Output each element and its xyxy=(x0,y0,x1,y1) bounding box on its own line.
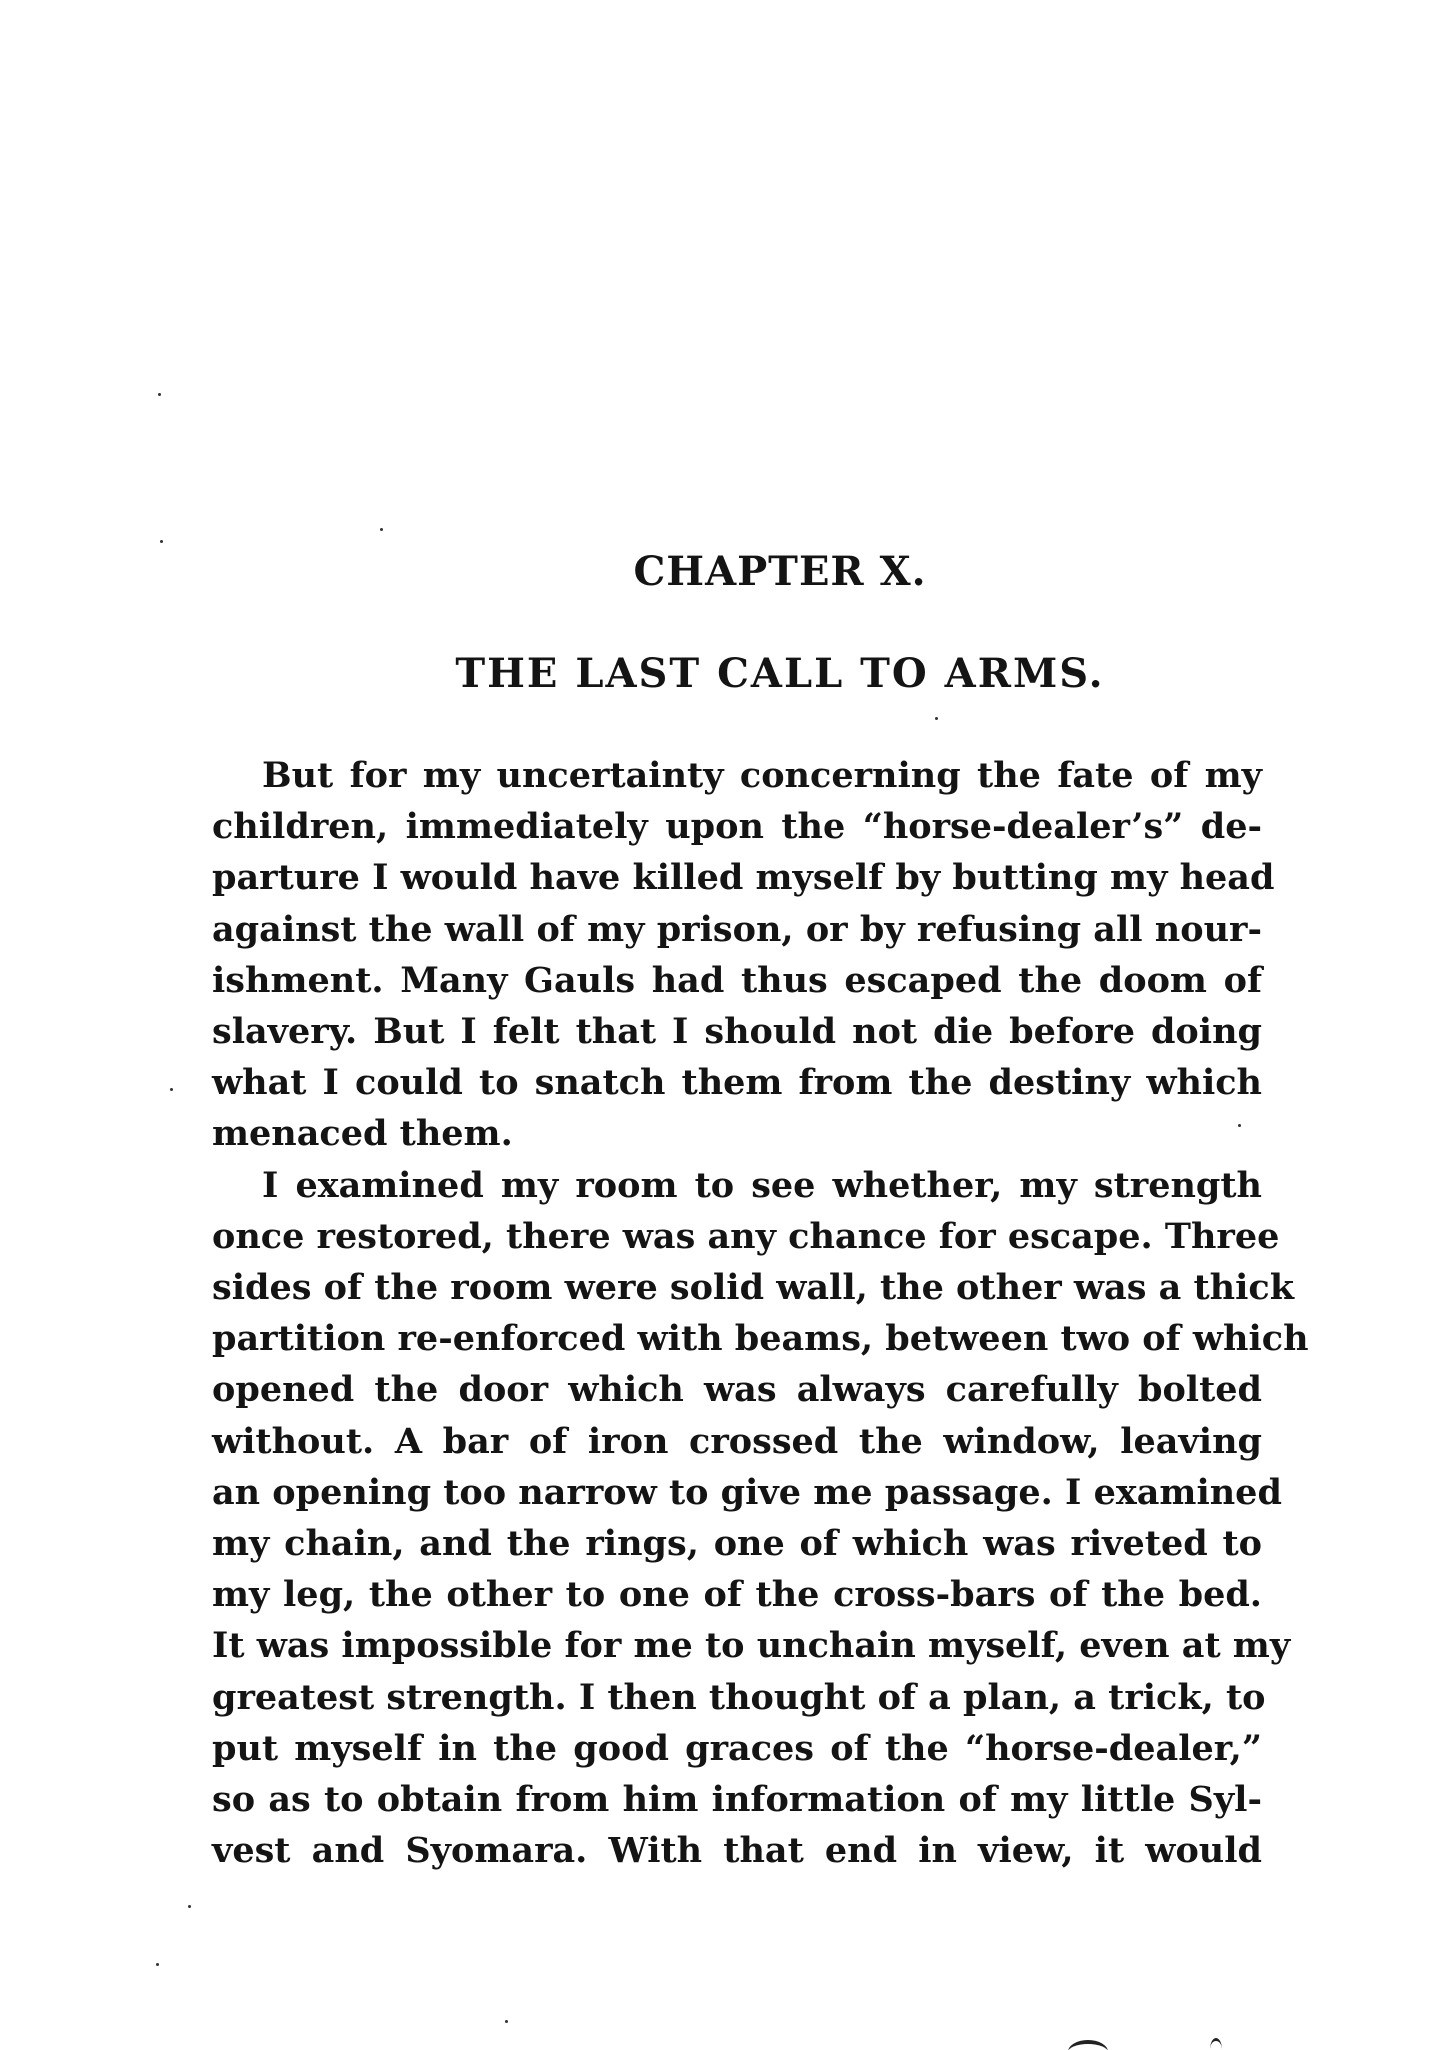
text-line: parture I would have killed myself by butting my head xyxy=(212,857,1275,899)
chapter-number: CHAPTER X. xyxy=(633,548,927,595)
scan-speck xyxy=(160,540,163,543)
text-line: so as to obtain from him information of my little Syl- xyxy=(212,1779,1262,1821)
text-line: partition re-enforced with beams, between two of which xyxy=(212,1318,1309,1360)
text-line: vest and Syomara. With that end in view, it would xyxy=(212,1830,1262,1872)
scan-speck xyxy=(188,1905,191,1908)
text-line: what I could to snatch them from the destiny which xyxy=(212,1062,1262,1104)
scan-speck xyxy=(380,528,383,531)
body-text xyxy=(212,750,1309,1876)
text-line: menaced them. xyxy=(212,1113,513,1155)
catchword-fragment xyxy=(1060,2036,1240,2050)
scan-speck xyxy=(156,1963,159,1966)
text-line: It was impossible for me to unchain myself, even at my xyxy=(212,1625,1291,1667)
text-line: greatest strength. I then thought of a plan, a trick, to xyxy=(212,1676,1266,1718)
text-line: ishment. Many Gauls had thus escaped the doom of xyxy=(212,959,1262,1001)
text-line: once restored, there was any chance for escape. Three xyxy=(212,1215,1280,1257)
scan-speck xyxy=(170,1088,173,1091)
chapter-title: THE LAST CALL TO ARMS. xyxy=(455,650,1105,697)
text-line: sides of the room were solid wall, the other was a thick xyxy=(212,1267,1294,1309)
text-line: my leg, the other to one of the cross-bars of the bed. xyxy=(212,1574,1262,1616)
scan-speck xyxy=(935,717,938,720)
text-line: put myself in the good graces of the “horse-dealer,” xyxy=(212,1727,1262,1769)
text-line: children, immediately upon the “horse-dealer’s” de- xyxy=(212,806,1262,848)
text-line: my chain, and the rings, one of which was riveted to xyxy=(212,1523,1262,1565)
text-line: an opening too narrow to give me passage. I examined xyxy=(212,1471,1282,1513)
paragraph-1 xyxy=(212,750,1275,1160)
text-line: opened the door which was always carefully bolted xyxy=(212,1369,1262,1411)
text-line: slavery. But I felt that I should not die before doing xyxy=(212,1011,1262,1053)
text-line: without. A bar of iron crossed the window, leaving xyxy=(212,1420,1262,1462)
paragraph-2 xyxy=(212,1160,1309,1877)
scan-speck xyxy=(1238,1124,1241,1127)
text-line: I examined my room to see whether, my strength xyxy=(262,1164,1262,1206)
scan-speck xyxy=(158,393,161,396)
text-line: But for my uncertainty concerning the fate of my xyxy=(262,755,1262,796)
text-line: against the wall of my prison, or by refusing all nour- xyxy=(212,908,1262,950)
scan-speck xyxy=(505,2020,508,2023)
